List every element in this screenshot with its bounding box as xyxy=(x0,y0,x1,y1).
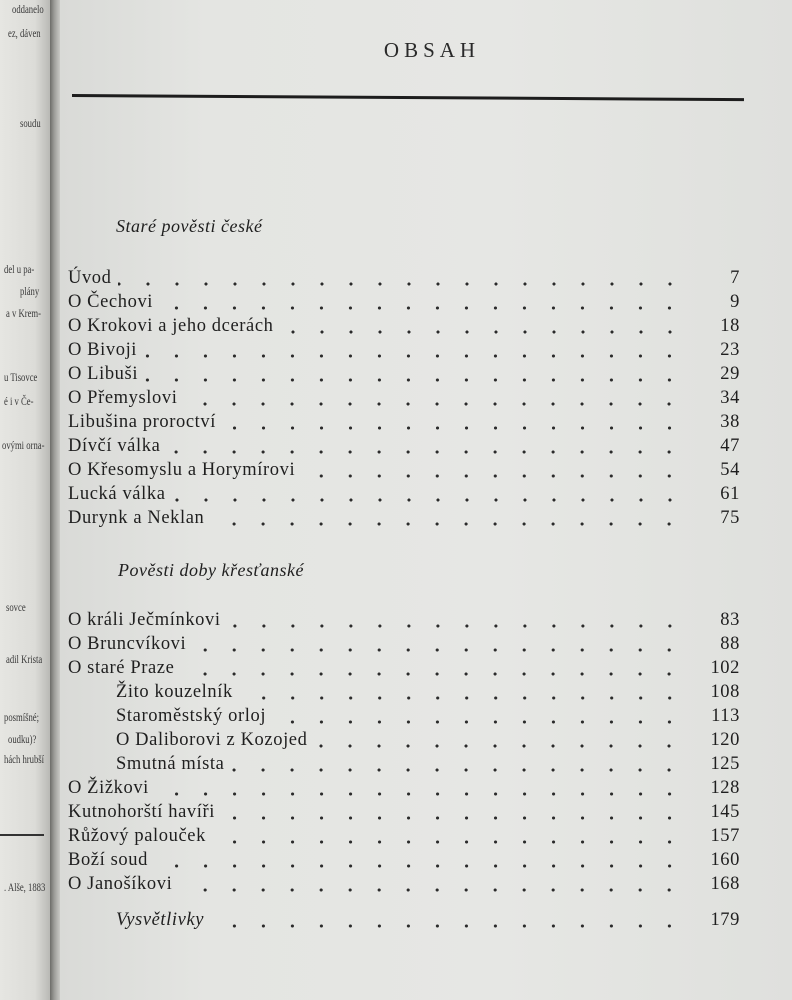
dot-leader xyxy=(221,802,686,822)
toc-entry xyxy=(68,504,740,528)
dot-leader xyxy=(159,292,686,312)
toc-entry-page: 38 xyxy=(720,412,740,432)
toc-entry-page: 113 xyxy=(711,706,740,726)
toc-entry xyxy=(68,606,740,630)
left-page-fragment: del u pa- xyxy=(4,262,35,276)
left-page-fragment: é i v Če- xyxy=(4,394,34,408)
left-page-fragment: ez, dáven xyxy=(8,26,41,40)
dot-leader xyxy=(172,484,686,504)
toc-entry-page: 47 xyxy=(720,436,740,456)
dot-leader xyxy=(313,730,686,750)
dot-leader xyxy=(144,364,686,384)
toc-entry-page: 75 xyxy=(720,508,740,528)
left-page-fragment: a v Krem- xyxy=(6,306,42,320)
toc-entry-page: 145 xyxy=(710,802,740,822)
toc-entry-title: Lucká válka xyxy=(68,484,166,504)
toc-entry-page: 18 xyxy=(720,316,740,336)
toc-entry xyxy=(68,456,740,480)
dot-leader xyxy=(166,436,686,456)
toc-subentry xyxy=(68,726,740,750)
toc-entry-page: 179 xyxy=(710,910,740,930)
toc-entry xyxy=(68,822,740,846)
toc-entry-page: 83 xyxy=(720,610,740,630)
toc-entry-title: O Bruncvíkovi xyxy=(68,634,187,654)
toc-entry xyxy=(68,654,740,678)
toc-entry-page: 160 xyxy=(710,850,740,870)
toc-entry xyxy=(68,906,740,930)
toc-subentry xyxy=(68,678,740,702)
book-spine xyxy=(50,0,60,1000)
page-title: OBSAH xyxy=(383,38,481,62)
dot-leader xyxy=(272,706,686,726)
left-page-fragment: plány xyxy=(20,284,40,298)
toc-entry xyxy=(68,408,740,432)
toc-entry xyxy=(68,798,740,822)
dot-leader xyxy=(155,778,686,798)
toc-entry-title: O Janošíkovi xyxy=(68,874,173,894)
toc-entry xyxy=(68,336,740,360)
toc-entry-title: Kutnohorští havíři xyxy=(68,802,215,822)
toc-entry-title: Smutná místa xyxy=(116,754,225,774)
toc-subentry xyxy=(68,702,740,726)
toc-entry xyxy=(68,384,740,408)
toc-entry xyxy=(68,846,740,870)
left-page-fragment: oddanelo xyxy=(12,2,44,16)
toc-entry-page: 120 xyxy=(710,730,740,750)
dot-leader xyxy=(210,508,686,528)
toc-entry-page: 102 xyxy=(710,658,740,678)
dot-leader xyxy=(192,634,686,654)
left-page-fragment: oudku)? xyxy=(8,732,37,746)
toc-entry-title: Vysvětlivky xyxy=(116,910,205,930)
toc-entry-title: O králi Ječmínkovi xyxy=(68,610,221,630)
toc-entry-title: O Krokovi a jeho dcerách xyxy=(68,316,274,336)
left-facing-page xyxy=(0,0,50,1000)
toc-entry xyxy=(68,630,740,654)
contents-page xyxy=(60,0,792,1000)
dot-leader xyxy=(230,754,686,774)
dot-leader xyxy=(180,658,686,678)
left-page-fragment: posmíšné; xyxy=(4,710,40,724)
toc-entry-page: 61 xyxy=(720,484,740,504)
toc-list xyxy=(68,606,740,894)
toc-entry-page: 125 xyxy=(710,754,740,774)
toc-entry-title: Boží soud xyxy=(68,850,148,870)
toc-entry-title: O Daliborovi z Kozojed xyxy=(116,730,308,750)
toc-entry-page: 23 xyxy=(720,340,740,360)
toc-entry-page: 34 xyxy=(720,388,740,408)
dot-leader xyxy=(301,460,686,480)
toc-entry xyxy=(68,774,740,798)
dot-leader xyxy=(154,850,686,870)
toc-subentry xyxy=(68,750,740,774)
dot-leader xyxy=(118,268,686,288)
toc-entry xyxy=(68,480,740,504)
dot-leader xyxy=(280,316,687,336)
toc-entry-page: 168 xyxy=(710,874,740,894)
toc-entry xyxy=(68,432,740,456)
toc-entry-page: 108 xyxy=(710,682,740,702)
toc-entry-page: 9 xyxy=(730,292,740,312)
toc-entry-title: Žito kouzelník xyxy=(116,682,233,702)
dot-leader xyxy=(239,682,686,702)
section-heading: Pověsti doby křesťanské xyxy=(118,560,304,580)
toc-entry-title: Úvod xyxy=(68,268,112,288)
toc-list-closing xyxy=(68,906,740,930)
toc-entry xyxy=(68,312,740,336)
toc-entry-page: 29 xyxy=(720,364,740,384)
left-page-fragment: soudu xyxy=(20,116,41,130)
toc-entry xyxy=(68,264,740,288)
left-page-fragment: hách hrubší xyxy=(4,752,45,766)
toc-entry-title: O staré Praze xyxy=(68,658,175,678)
dot-leader xyxy=(210,910,686,930)
left-page-fragment: sovce xyxy=(6,600,26,614)
toc-entry-title: Staroměstský orloj xyxy=(116,706,267,726)
toc-entry-title: Durynk a Neklan xyxy=(68,508,205,528)
dot-leader xyxy=(222,412,686,432)
toc-entry xyxy=(68,870,740,894)
dot-leader xyxy=(212,826,686,846)
toc-entry xyxy=(68,288,740,312)
toc-entry-title: Libušina proroctví xyxy=(68,412,216,432)
dot-leader xyxy=(178,874,686,894)
toc-entry xyxy=(68,360,740,384)
dot-leader xyxy=(183,388,686,408)
toc-entry-title: O Přemyslovi xyxy=(68,388,178,408)
toc-entry-page: 54 xyxy=(720,460,740,480)
left-page-rule xyxy=(0,834,44,836)
toc-entry-title: O Čechovi xyxy=(68,292,154,312)
left-page-fragment: u Tisovce xyxy=(4,370,38,384)
left-page-fragment: adil Krista xyxy=(6,652,43,666)
toc-entry-title: Dívčí válka xyxy=(68,436,161,456)
dot-leader xyxy=(227,610,686,630)
toc-entry-title: O Bivoji xyxy=(68,340,138,360)
toc-entry-title: O Libuši xyxy=(68,364,139,384)
left-page-fragment: ovými orna- xyxy=(2,438,45,452)
section-heading: Staré pověsti české xyxy=(116,216,263,236)
title-rule xyxy=(72,94,744,101)
toc-entry-title: O Křesomyslu a Horymírovi xyxy=(68,460,296,480)
toc-list xyxy=(68,264,740,528)
left-page-fragment: . Alše, 1883 xyxy=(4,880,46,894)
toc-entry-page: 128 xyxy=(710,778,740,798)
toc-entry-page: 157 xyxy=(710,826,740,846)
toc-entry-title: O Žižkovi xyxy=(68,778,149,798)
dot-leader xyxy=(143,340,686,360)
toc-entry-page: 88 xyxy=(720,634,740,654)
toc-entry-title: Růžový palouček xyxy=(68,826,206,846)
toc-entry-page: 7 xyxy=(730,268,740,288)
